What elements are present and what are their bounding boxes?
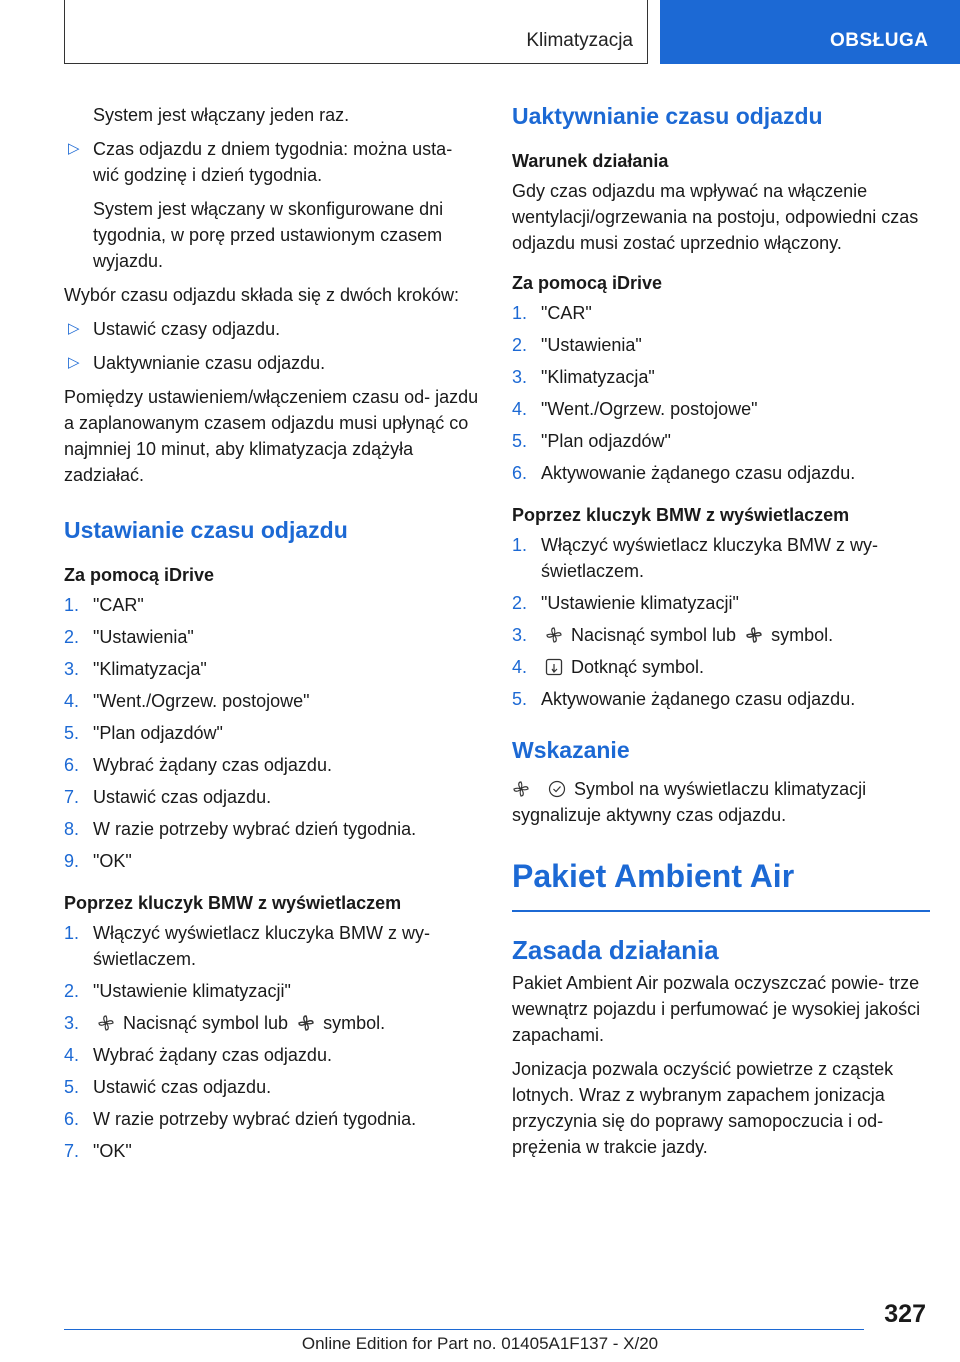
list-item: 2. "Ustawienie klimatyzacji" [64,981,291,1001]
bullet-item: ▷ Czas odjazdu z dniem tygodnia: można usta- wić godzinę i dzień tygodnia. [64,136,482,188]
list-item: 7. "OK" [64,1141,132,1161]
paragraph: Pomiędzy ustawieniem/włączeniem czasu od- jazdu a zaplanowanym czasem odjazdu musi upłynąć co najmniej 10 minut, aby klimatyzacja zdążyła zadziałać. [64,387,479,485]
list-item: 2. "Ustawienie klimatyzacji" [512,593,739,613]
list-item: 3. Nacisnąć symbol lub symbol. [64,1013,386,1033]
paragraph: System jest włączany w skonfigurowane dni tygodnia, w porę przed ustawionym czasem wyjazdu. [93,199,444,271]
left-column [64,102,482,1170]
list-item: 3. "Klimatyzacja" [512,367,655,387]
triangle-bullet-icon: ▷ [68,354,80,371]
paragraph: System jest włączany jeden raz. [93,105,350,125]
idrive-steps-list [64,592,482,874]
footer-divider [64,1329,864,1330]
paragraph: Gdy czas odjazdu ma wpływać na włączenie wentylacji/ogrzewania na postoju, odpowiedni czas odjazdu musi zostać uprzednio włączony. [512,181,919,253]
idrive-steps-list [512,300,930,486]
fan-icon [297,1014,315,1032]
list-item: 5. "Plan odjazdów" [64,723,223,743]
subsection-heading: Poprzez kluczyk BMW z wyświetlaczem [512,505,850,525]
fan-icon [545,626,563,644]
fan-icon [745,626,763,644]
list-item: 5. Aktywowanie żądanego czasu odjazdu. [512,689,856,709]
list-item: 3. Nacisnąć symbol lub symbol. [512,625,834,645]
list-item: 9. "OK" [64,851,132,871]
right-column [512,102,930,1168]
list-item: 2. "Ustawienia" [64,627,194,647]
paragraph: Jonizacja pozwala oczyścić powietrze z cząstek lotnych. Wraz z wybranym zapachem jonizacja przyczynia się do poprawy samopoczucia i od- prężenia w trakcie jazdy. [512,1059,894,1157]
chapter-heading: Pakiet Ambient Air [512,856,930,912]
section-heading: Zasada działania [512,935,719,965]
touch-symbol-icon [545,658,563,676]
fan-icon [97,1014,115,1032]
chapter-tab[interactable] [660,0,960,64]
section-heading: Ustawianie czasu odjazdu [64,517,348,543]
list-item: 5. "Plan odjazdów" [512,431,671,451]
subsection-heading: Warunek działania [512,151,669,171]
paragraph: Symbol na wyświetlaczu klimatyzacji sygnalizuje aktywny czas odjazdu. [512,779,867,825]
list-item: 6. W razie potrzeby wybrać dzień tygodnia. [64,1109,417,1129]
list-item: 5. Ustawić czas odjazdu. [64,1077,272,1097]
list-item: 3. "Klimatyzacja" [64,659,207,679]
subsection-heading: Poprzez kluczyk BMW z wyświetlaczem [64,893,402,913]
list-item: 4. Dotknąć symbol. [512,657,705,677]
list-item: 1. "CAR" [512,303,592,323]
list-item: 1. Włączyć wyświetlacz kluczyka BMW z wy- świetlaczem. [64,923,431,969]
header-box [64,0,648,64]
paragraph: Wybór czasu odjazdu składa się z dwóch kroków: [64,285,460,305]
list-item: 7. Ustawić czas odjazdu. [64,787,272,807]
list-item: 6. Wybrać żądany czas odjazdu. [64,755,332,775]
bullet-item: ▷ Ustawić czasy odjazdu. [64,316,482,342]
list-item: 4. "Went./Ogrzew. postojowe" [64,691,310,711]
triangle-bullet-icon: ▷ [68,140,80,157]
list-item: 4. "Went./Ogrzew. postojowe" [512,399,758,419]
subsection-heading: Za pomocą iDrive [512,273,663,293]
footer-edition: Online Edition for Part no. 01405A1F137 - X/20 [301,1334,659,1353]
bullet-item: ▷ Uaktywnianie czasu odjazdu. [64,350,482,376]
subsection-heading: Za pomocą iDrive [64,565,215,585]
list-item: 6. Aktywowanie żądanego czasu odjazdu. [512,463,856,483]
page-number: 327 [884,1300,926,1328]
paragraph: Pakiet Ambient Air pozwala oczyszczać powie- trze wewnątrz pojazdu i perfumować je wysokiej jakości zapachami. [512,973,921,1045]
section-heading: Wskazanie [512,737,630,763]
section-title: Klimatyzacja [526,30,633,51]
clock-check-icon [548,780,566,798]
list-item: 2. "Ustawienia" [512,335,642,355]
triangle-bullet-icon: ▷ [68,320,80,337]
section-heading: Uaktywnianie czasu odjazdu [512,103,823,129]
list-item: 1. "CAR" [64,595,144,615]
chapter-tab-label: OBSŁUGA [830,30,929,51]
list-item: 8. W razie potrzeby wybrać dzień tygodnia. [64,819,417,839]
list-item: 4. Wybrać żądany czas odjazdu. [64,1045,332,1065]
list-item: 1. Włączyć wyświetlacz kluczyka BMW z wy- świetlaczem. [512,535,879,581]
fan-icon [512,780,530,798]
